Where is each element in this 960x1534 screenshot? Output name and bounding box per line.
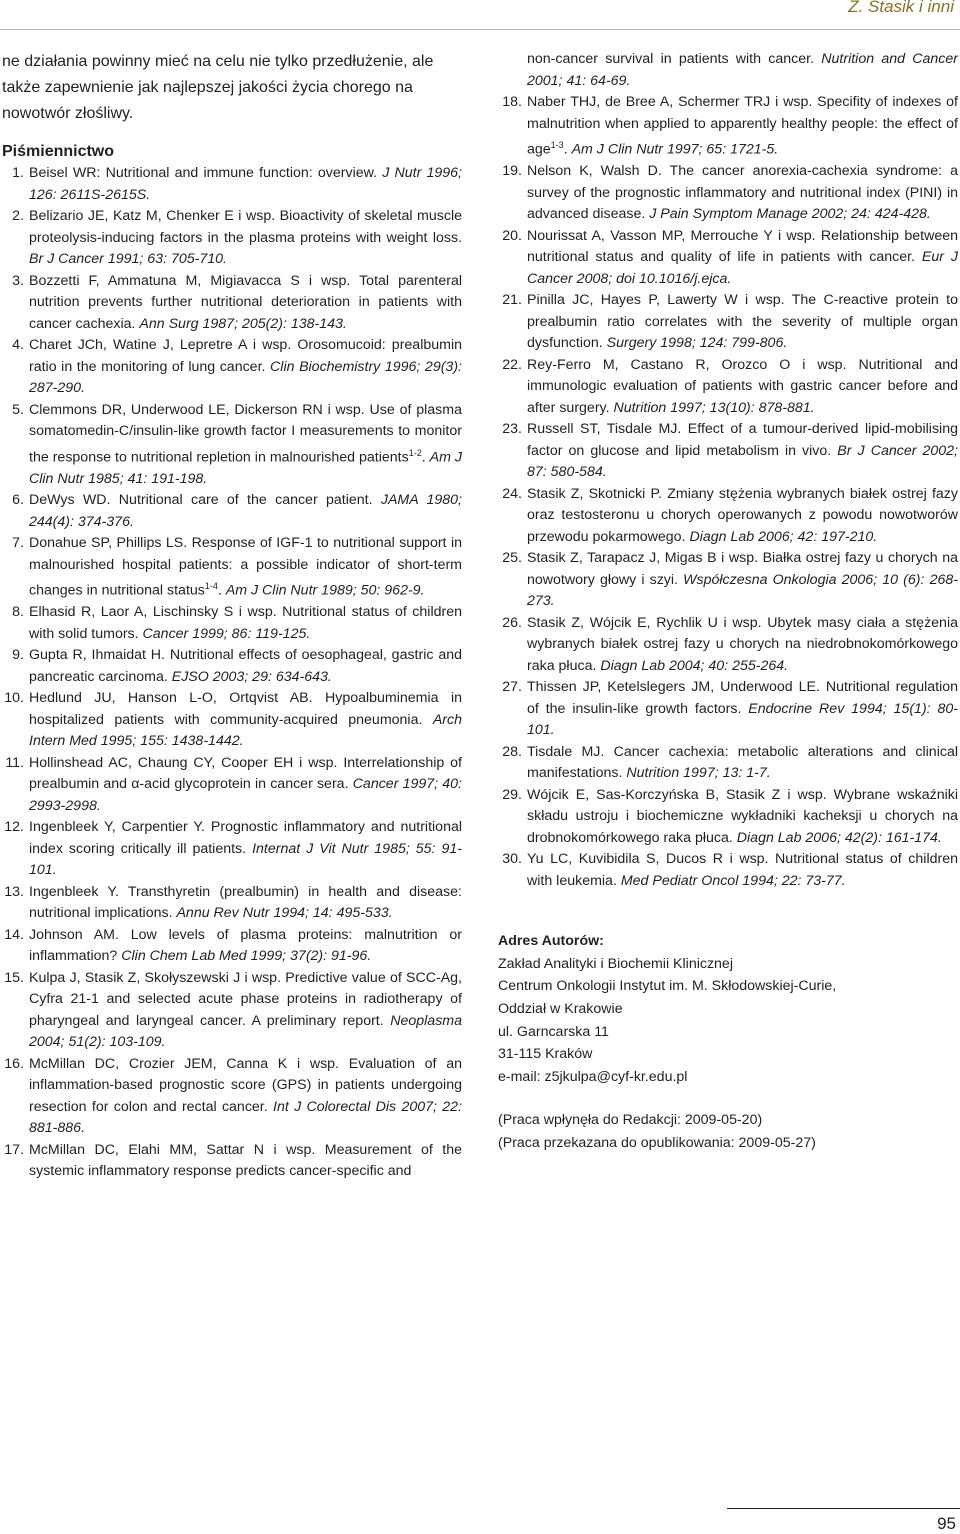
reference-item <box>0 490 462 533</box>
reference-item <box>498 161 958 226</box>
reference-item <box>498 92 958 161</box>
reference-citation: Med Pediatr Oncol 1994; 22: 73-77. <box>620 872 846 889</box>
reference-item <box>0 602 462 645</box>
reference-number: 8. <box>12 604 24 621</box>
reference-item <box>498 419 958 484</box>
intro-paragraph: ne działania powinny mieć na celu nie tylko przedłużenie, ale także zapewnienie jak najlepszej jakości życia chorego na nowotwór złośliwy. <box>2 53 434 122</box>
reference-citation: JAMA 1980; 244(4): 374-376. <box>29 492 462 530</box>
reference-number: 10. <box>4 690 24 707</box>
reference-citation: Nutrition 1997; 13: 1-7. <box>626 765 771 782</box>
address-line: ul. Garncarska 11 <box>498 1023 609 1040</box>
reference-number: 4. <box>12 337 24 353</box>
reference-item <box>498 226 958 291</box>
reference-number: 27. <box>502 679 522 696</box>
reference-number: 19. <box>502 163 522 180</box>
reference-item <box>0 688 462 753</box>
reference-number: 2. <box>12 208 24 224</box>
reference-item <box>498 548 958 613</box>
reference-item <box>0 968 462 1054</box>
reference-text: Wójcik E, Sas-Korczyńska B, Stasik Z i wsp. Wybrane wskaźniki składu ustroju i biochemiczne wykładniki kacheksji u chorych na drobnokomórkowego raka płuca. <box>527 786 958 846</box>
reference-citation: Ann Surg 1987; 205(2): 138-143. <box>139 315 347 332</box>
reference-text: non-cancer survival in patients with cancer. <box>527 51 822 67</box>
running-header-author: Z. Stasik i inni <box>848 0 954 16</box>
reference-citation: Clin Biochemistry 1996; 29(3): 287-290. <box>29 358 462 396</box>
reference-citation: Eur J Cancer 2008; doi 10.1016/j.ejca. <box>527 249 958 287</box>
reference-item <box>0 817 462 882</box>
reference-number: 17. <box>4 1141 24 1158</box>
reference-item <box>0 882 462 925</box>
reference-text: Naber THJ, de Bree A, Schermer TRJ i wsp. Specifity of indexes of malnutrition when applied to apparently healthy people: the effect of age <box>527 94 958 158</box>
reference-number: 22. <box>502 356 522 373</box>
reference-superscript: 1-4 <box>204 581 218 592</box>
address-line: 31-115 Kraków <box>498 1046 593 1063</box>
reference-text: Pinilla JC, Hayes P, Lawerty W i wsp. The C-reactive protein to prealbumin ratio correlates with the severity of multiple organ dysfunction. <box>527 292 958 352</box>
reference-text: Russell ST, Tisdale MJ. Effect of a tumour-derived lipid-mobilising factor on glucose and lipid metabolism in vivo. <box>527 421 958 459</box>
reference-item <box>498 290 958 355</box>
received-date: (Praca wpłynęła do Redakcji: 2009-05-20) <box>498 1112 763 1129</box>
reference-text: . <box>421 449 430 466</box>
reference-citation: Br J Cancer 2002; 87: 580-584. <box>527 442 958 481</box>
reference-text: Thissen JP, Ketelslegers JM, Underwood LE. Nutritional regulation of the insulin-like growth factors. <box>527 679 958 717</box>
reference-item <box>0 400 462 491</box>
reference-citation: Cancer 1999; 86: 119-125. <box>142 625 311 642</box>
reference-text: Nelson K, Walsh D. The cancer anorexia-cachexia syndrome: a survey of the prognostic inflammatory and nutritional index (PINI) in advanced disease. <box>527 163 958 223</box>
reference-citation: Diagn Lab 2004; 40: 255-264. <box>600 657 789 674</box>
reference-text: McMillan DC, Crozier JEM, Canna K i wsp. Evaluation of an inflammation-based prognostic score (GPS) in patients undergoing resection for colon and rectal cancer. <box>29 1055 462 1115</box>
reference-citation: Współczesna Onkologia 2006; 10 (6): 268-273. <box>527 571 958 610</box>
reference-item <box>0 335 462 400</box>
reference-text: Clemmons DR, Underwood LE, Dickerson RN i wsp. Use of plasma somatomedin-C/insulin-like growth factor I measurements to monitor the response to nutritional repletion in malnourished patients <box>29 401 462 466</box>
email-line: e-mail: z5jkulpa@cyf-kr.edu.pl <box>498 1068 688 1085</box>
reference-item <box>498 785 958 850</box>
header-divider <box>0 29 960 30</box>
left-column <box>0 49 462 1183</box>
address-line: Zakład Analityki i Biochemii Klinicznej <box>498 955 733 972</box>
reference-citation: Clin Chem Lab Med 1999; 37(2): 91-96. <box>121 948 372 965</box>
reference-number: 29. <box>502 786 522 803</box>
reference-text: Stasik Z, Wójcik E, Rychlik U i wsp. Ubytek masy ciała a stężenia wybranych białek ostrej fazy u chorych na niedrobnokomórkowego raka płuca. <box>527 614 958 674</box>
reference-item <box>498 49 958 92</box>
address-line: Oddział w Krakowie <box>498 1001 623 1018</box>
reference-text: Beisel WR: Nutritional and immune function: overview. <box>29 165 383 181</box>
reference-text: . <box>217 582 226 599</box>
reference-number: 20. <box>502 227 522 244</box>
reference-item <box>0 271 462 336</box>
reference-text: Hollinshead AC, Chaung CY, Cooper EH i wsp. Interrelationship of prealbumin and α-acid glycoprotein in cancer sera. <box>29 754 462 793</box>
reference-number: 30. <box>502 851 522 868</box>
reference-text: Hedlund JU, Hanson L-O, Ortqvist AB. Hypoalbuminemia in hospitalized patients with community-acquired pneumonia. <box>29 690 462 728</box>
reference-number: 12. <box>4 819 24 836</box>
reference-text: Ingenbleek Y, Carpentier Y. Prognostic inflammatory and nutritional index scoring critically ill patients. <box>29 819 462 857</box>
reference-item <box>498 742 958 785</box>
reference-citation: Br J Cancer 1991; 63: 705-710. <box>29 251 227 267</box>
references-heading: Piśmiennictwo <box>2 143 115 160</box>
reference-item <box>0 925 462 968</box>
reference-number: 6. <box>12 492 24 509</box>
reference-text: Yu LC, Kuvibidila S, Ducos R i wsp. Nutritional status of children with leukemia. <box>527 851 958 889</box>
reference-number: 25. <box>502 550 522 567</box>
reference-number: 18. <box>502 94 522 110</box>
reference-item <box>0 753 462 818</box>
reference-text: Elhasid R, Laor A, Lischinsky S i wsp. Nutritional status of children with solid tumors. <box>29 604 462 642</box>
reference-superscript: 1-2 <box>408 447 422 458</box>
reference-citation: Diagn Lab 2006; 42: 197-210. <box>689 528 878 545</box>
reference-text: McMillan DC, Elahi MM, Sattar N i wsp. Measurement of the systemic inflammatory response predicts cancer-specific and <box>29 1141 462 1180</box>
reference-text: Bozzetti F, Ammatuna M, Migiavacca S i wsp. Total parenteral nutrition prevents further nutritional deterioration in patients with cancer cachexia. <box>29 272 462 332</box>
reference-text: Belizario JE, Katz M, Chenker E i wsp. Bioactivity of skeletal muscle proteolysis-inducing factors in the plasma proteins with weight loss. <box>29 208 462 246</box>
page-number: 95 <box>937 1514 956 1533</box>
reference-item <box>498 613 958 678</box>
submission-dates <box>498 1109 958 1154</box>
reference-citation: Am J Clin Nutr 1997; 65: 1721-5. <box>571 141 779 158</box>
author-address-block <box>498 930 958 1088</box>
reference-superscript: 1-3 <box>550 140 564 150</box>
reference-item <box>0 163 462 206</box>
reference-number: 16. <box>4 1055 24 1072</box>
reference-number: 21. <box>502 292 522 309</box>
reference-item <box>498 484 958 549</box>
reference-item <box>0 1054 462 1140</box>
reference-text: . <box>563 141 572 158</box>
address-line: Centrum Onkologii Instytut im. M. Skłodowskiej-Curie, <box>498 978 837 995</box>
reference-item <box>498 355 958 420</box>
reference-number: 24. <box>502 485 522 502</box>
reference-citation: Am J Clin Nutr 1985; 41: 191-198. <box>29 449 463 487</box>
reference-citation: Arch Intern Med 1995; 155: 1438-1442. <box>29 711 462 750</box>
reference-number: 7. <box>12 535 24 552</box>
reference-citation: J Nutr 1996; 126: 2611S-2615S. <box>29 165 462 203</box>
reference-list-left <box>0 163 462 1183</box>
reference-text: Stasik Z, Skotnicki P. Zmiany stężenia wybranych białek ostrej fazy oraz testosteronu u chorych operowanych z powodu nowotworów przewodu pokarmowego. <box>527 485 958 545</box>
reference-number: 26. <box>502 614 522 631</box>
reference-text: Johnson AM. Low levels of plasma proteins: malnutrition or inflammation? <box>29 926 462 965</box>
reference-number: 15. <box>4 969 24 986</box>
reference-number: 14. <box>4 926 24 943</box>
reference-text: DeWys WD. Nutritional care of the cancer patient. <box>29 492 381 509</box>
accepted-date: (Praca przekazana do opublikowania: 2009-05-27) <box>498 1134 816 1151</box>
right-column <box>498 49 958 1155</box>
reference-number: 23. <box>502 421 522 438</box>
reference-citation: Nutrition 1997; 13(10): 878-881. <box>613 399 815 416</box>
address-heading: Adres Autorów: <box>498 933 604 950</box>
reference-citation: J Pain Symptom Manage 2002; 24: 424-428. <box>649 206 931 223</box>
footer-divider <box>727 1508 960 1509</box>
reference-citation: Endocrine Rev 1994; 15(1): 80-101. <box>527 700 958 739</box>
reference-item <box>0 645 462 688</box>
reference-text: Donahue SP, Phillips LS. Response of IGF-1 to nutritional support in malnourished hospital patients: a possible indicator of short-term changes in nutritional status <box>29 535 462 599</box>
reference-citation: Nutrition and Cancer 2001; 41: 64-69. <box>527 51 958 89</box>
reference-citation: Int J Colorectal Dis 2007; 22: 881-886. <box>29 1098 462 1137</box>
reference-number: 28. <box>502 743 522 760</box>
reference-number: 13. <box>4 883 24 900</box>
reference-number: 11. <box>5 754 24 771</box>
reference-text: Gupta R, Ihmaidat H. Nutritional effects of oesophageal, gastric and pancreatic carcinoma. <box>29 647 462 685</box>
reference-citation: Cancer 1997; 40: 2993-2998. <box>29 776 462 814</box>
reference-text: Rey-Ferro M, Castano R, Orozco O i wsp. Nutritional and immunologic evaluation of patients with gastric cancer before and after surgery. <box>527 356 958 416</box>
reference-citation: Annu Rev Nutr 1994; 14: 495-533. <box>176 905 393 922</box>
reference-item <box>498 677 958 742</box>
reference-citation: Neoplasma 2004; 51(2): 103-109. <box>29 1012 462 1051</box>
reference-item <box>0 1140 462 1183</box>
reference-item <box>498 849 958 892</box>
reference-text: Charet JCh, Watine J, Lepretre A i wsp. Orosomucoid: prealbumin ratio in the monitoring of lung cancer. <box>29 337 462 375</box>
reference-text: Stasik Z, Tarapacz J, Migas B i wsp. Białka ostrej fazy u chorych na nowotwory głowy i szyi. <box>527 550 958 588</box>
reference-citation: Internat J Vit Nutr 1985; 55: 91-101. <box>29 840 462 879</box>
reference-number: 9. <box>12 647 24 664</box>
reference-citation: Am J Clin Nutr 1989; 50: 962-9. <box>225 582 425 599</box>
reference-text: Nourissat A, Vasson MP, Merrouche Y i wsp. Relationship between nutritional status and quality of life in patients with cancer. <box>527 227 958 266</box>
reference-citation: Diagn Lab 2006; 42(2): 161-174. <box>736 829 942 846</box>
reference-item <box>0 206 462 271</box>
reference-item <box>0 533 462 602</box>
reference-list-right <box>498 49 958 892</box>
reference-text: Kulpa J, Stasik Z, Skołyszewski J i wsp. Predictive value of SCC-Ag, Cyfra 21-1 and selected acute phase proteins in radiotherapy of pharyngeal and laryngeal cancer. A preliminary report. <box>29 969 462 1029</box>
reference-number: 1. <box>12 165 24 181</box>
reference-text: Ingenbleek Y. Transthyretin (prealbumin) in health and disease: nutritional implications. <box>29 883 462 922</box>
reference-citation: EJSO 2003; 29: 634-643. <box>171 668 332 685</box>
reference-citation: Surgery 1998; 124: 799-806. <box>606 335 788 352</box>
reference-text: Tisdale MJ. Cancer cachexia: metabolic alterations and clinical manifestations. <box>527 743 958 782</box>
reference-number: 5. <box>12 401 24 418</box>
reference-number: 3. <box>12 272 24 289</box>
